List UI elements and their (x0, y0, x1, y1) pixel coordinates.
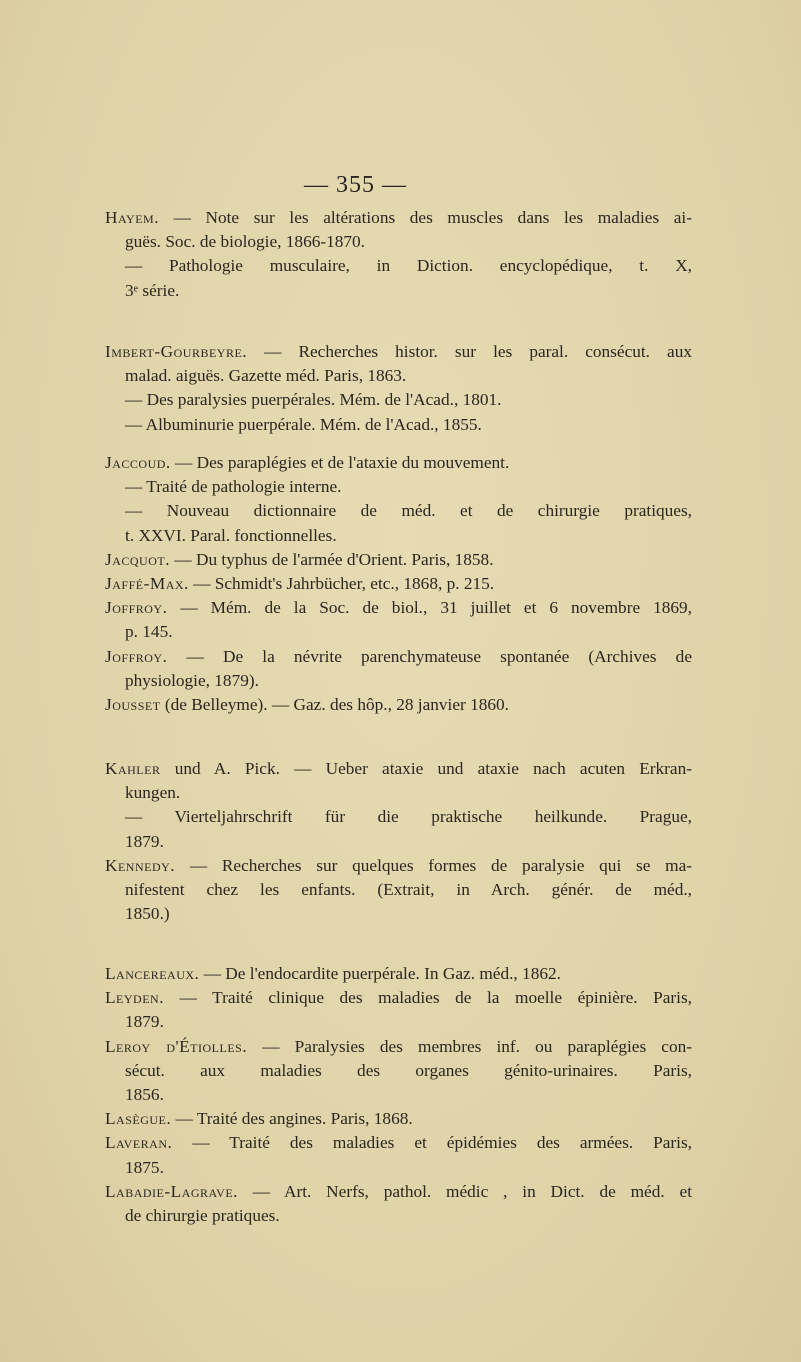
bibliography-entry (105, 1107, 692, 1131)
reference-text: — Art. Nerfs, pathol. médic , in Dict. de méd. et (237, 1181, 692, 1201)
reference-text: — Note sur les altérations des muscles dans les maladies ai- (159, 208, 692, 227)
reference-text: — Schmidt's Jahrbücher, etc., 1868, p. 215. (188, 574, 495, 593)
reference-text: 3ᵉ série. (125, 280, 180, 300)
bibliography-entry (105, 986, 692, 1010)
entry-continuation (125, 878, 692, 902)
bibliography-entry (105, 854, 692, 878)
reference-text: — Mém. de la Soc. de biol., 31 juillet et 6 novembre 1869, (167, 598, 692, 618)
entry-continuation (125, 279, 692, 303)
reference-text: — Traité des angines. Paris, 1868. (171, 1109, 413, 1129)
entry-continuation (125, 830, 692, 854)
entry-continuation (125, 805, 692, 829)
author-name: Jacquot. (105, 549, 171, 569)
reference-text: — Albuminurie puerpérale. Mém. de l'Acad., 1855. (125, 414, 482, 434)
reference-text: 1856. (125, 1085, 164, 1104)
entry-continuation (125, 1059, 692, 1083)
author-name: Lancereaux. (105, 964, 200, 983)
author-name: Jaffé-Max. (105, 574, 189, 593)
entry-continuation (125, 364, 692, 388)
author-name: Imbert-Gourbeyre. (105, 342, 248, 361)
entry-continuation (125, 499, 692, 523)
reference-text: — Des paralysies puerpérales. Mém. de l'Acad., 1801. (125, 390, 502, 410)
entry-continuation (125, 1204, 692, 1228)
entry-continuation (125, 230, 692, 254)
reference-text: (de Belleyme). — Gaz. des hôp., 28 janvier 1860. (160, 695, 509, 714)
page-number: — 355 — (304, 172, 407, 198)
author-name: Joffroy. (105, 646, 168, 666)
reference-text: t. XXVI. Paral. fonctionnelles. (125, 525, 337, 545)
reference-text: — Vierteljahrschrift für die praktische heilkunde. Prague, (125, 807, 692, 827)
reference-text: nifestent chez les enfants. (Extrait, in Arch. génér. de méd., (125, 880, 692, 899)
entry-continuation (125, 902, 692, 926)
reference-text: — Recherches histor. sur les paral. consécut. aux (247, 342, 692, 361)
reference-text: — Traité des maladies et épidémies des armées. Paris, (172, 1133, 692, 1153)
entry-continuation (125, 1010, 692, 1034)
entry-continuation (125, 1083, 692, 1107)
entry-continuation (125, 669, 692, 693)
reference-text: — Du typhus de l'armée d'Orient. Paris, 1858. (170, 549, 494, 569)
bibliography-entry (105, 1180, 692, 1204)
bibliography-entry (105, 206, 692, 230)
reference-text: — De l'endocardite puerpérale. In Gaz. méd., 1862. (199, 964, 561, 983)
reference-text: guës. Soc. de biologie, 1866-1870. (125, 232, 365, 252)
reference-text: malad. aiguës. Gazette méd. Paris, 1863. (125, 366, 407, 386)
author-name: Lasègue. (105, 1109, 172, 1129)
entry-continuation (125, 620, 692, 644)
reference-text: sécut. aux maladies des organes génito-urinaires. Paris, (125, 1060, 692, 1080)
reference-text: — Paralysies des membres inf. ou paraplégies con- (247, 1036, 692, 1056)
reference-text: — Recherches sur quelques formes de paralysie qui se ma- (175, 855, 692, 875)
reference-text: — Traité clinique des maladies de la moelle épinière. Paris, (164, 988, 692, 1008)
bibliography-entry (105, 645, 692, 669)
reference-text: kungen. (125, 783, 181, 803)
author-name: Laveran. (105, 1133, 173, 1153)
entry-continuation (125, 524, 692, 548)
entry-continuation (125, 388, 692, 412)
bibliography-entry (105, 757, 692, 781)
author-name: Leyden. (105, 988, 165, 1008)
reference-text: — Pathologie musculaire, in Diction. encyclopédique, t. X, (125, 256, 692, 276)
reference-text: und A. Pick. — Ueber ataxie und ataxie nach acuten Erkran- (160, 759, 692, 778)
bibliography-entry (105, 451, 692, 475)
bibliography-entry (105, 962, 692, 986)
bibliography-entry (105, 1035, 692, 1059)
reference-text: 1879. (125, 1012, 164, 1032)
entry-continuation (125, 254, 692, 278)
author-name: Labadie-Lagrave. (105, 1181, 238, 1201)
author-name: Jousset (105, 695, 161, 714)
reference-text: — Nouveau dictionnaire de méd. et de chirurgie pratiques, (125, 501, 692, 521)
author-name: Leroy d'Étiolles. (105, 1036, 248, 1056)
reference-text: 1879. (125, 831, 164, 851)
author-name: Hayem. (105, 208, 160, 227)
entry-continuation (125, 781, 692, 805)
reference-text: — De la névrite parenchymateuse spontanée (Archives de (167, 646, 692, 666)
bibliography-entry (105, 340, 692, 364)
author-name: Kahler (105, 759, 161, 778)
author-name: Kennedy. (105, 855, 176, 875)
bibliography-entry (105, 693, 692, 717)
reference-text: — Des paraplégies et de l'ataxie du mouvement. (170, 453, 510, 472)
reference-text: de chirurgie pratiques. (125, 1206, 280, 1225)
reference-text: physiologie, 1879). (125, 670, 259, 690)
bibliography-entry (105, 572, 692, 596)
entry-continuation (125, 1156, 692, 1180)
entry-continuation (125, 475, 692, 499)
reference-text: p. 145. (125, 622, 173, 642)
reference-text: 1875. (125, 1157, 164, 1177)
bibliography-entry (105, 1131, 692, 1155)
reference-text: 1850.) (125, 904, 170, 924)
author-name: Jaccoud. (105, 453, 171, 472)
reference-text: — Traité de pathologie interne. (125, 477, 342, 497)
bibliography-entry (105, 596, 692, 620)
author-name: Joffroy. (105, 598, 168, 618)
entry-continuation (125, 413, 692, 437)
bibliography-entry (105, 548, 692, 572)
